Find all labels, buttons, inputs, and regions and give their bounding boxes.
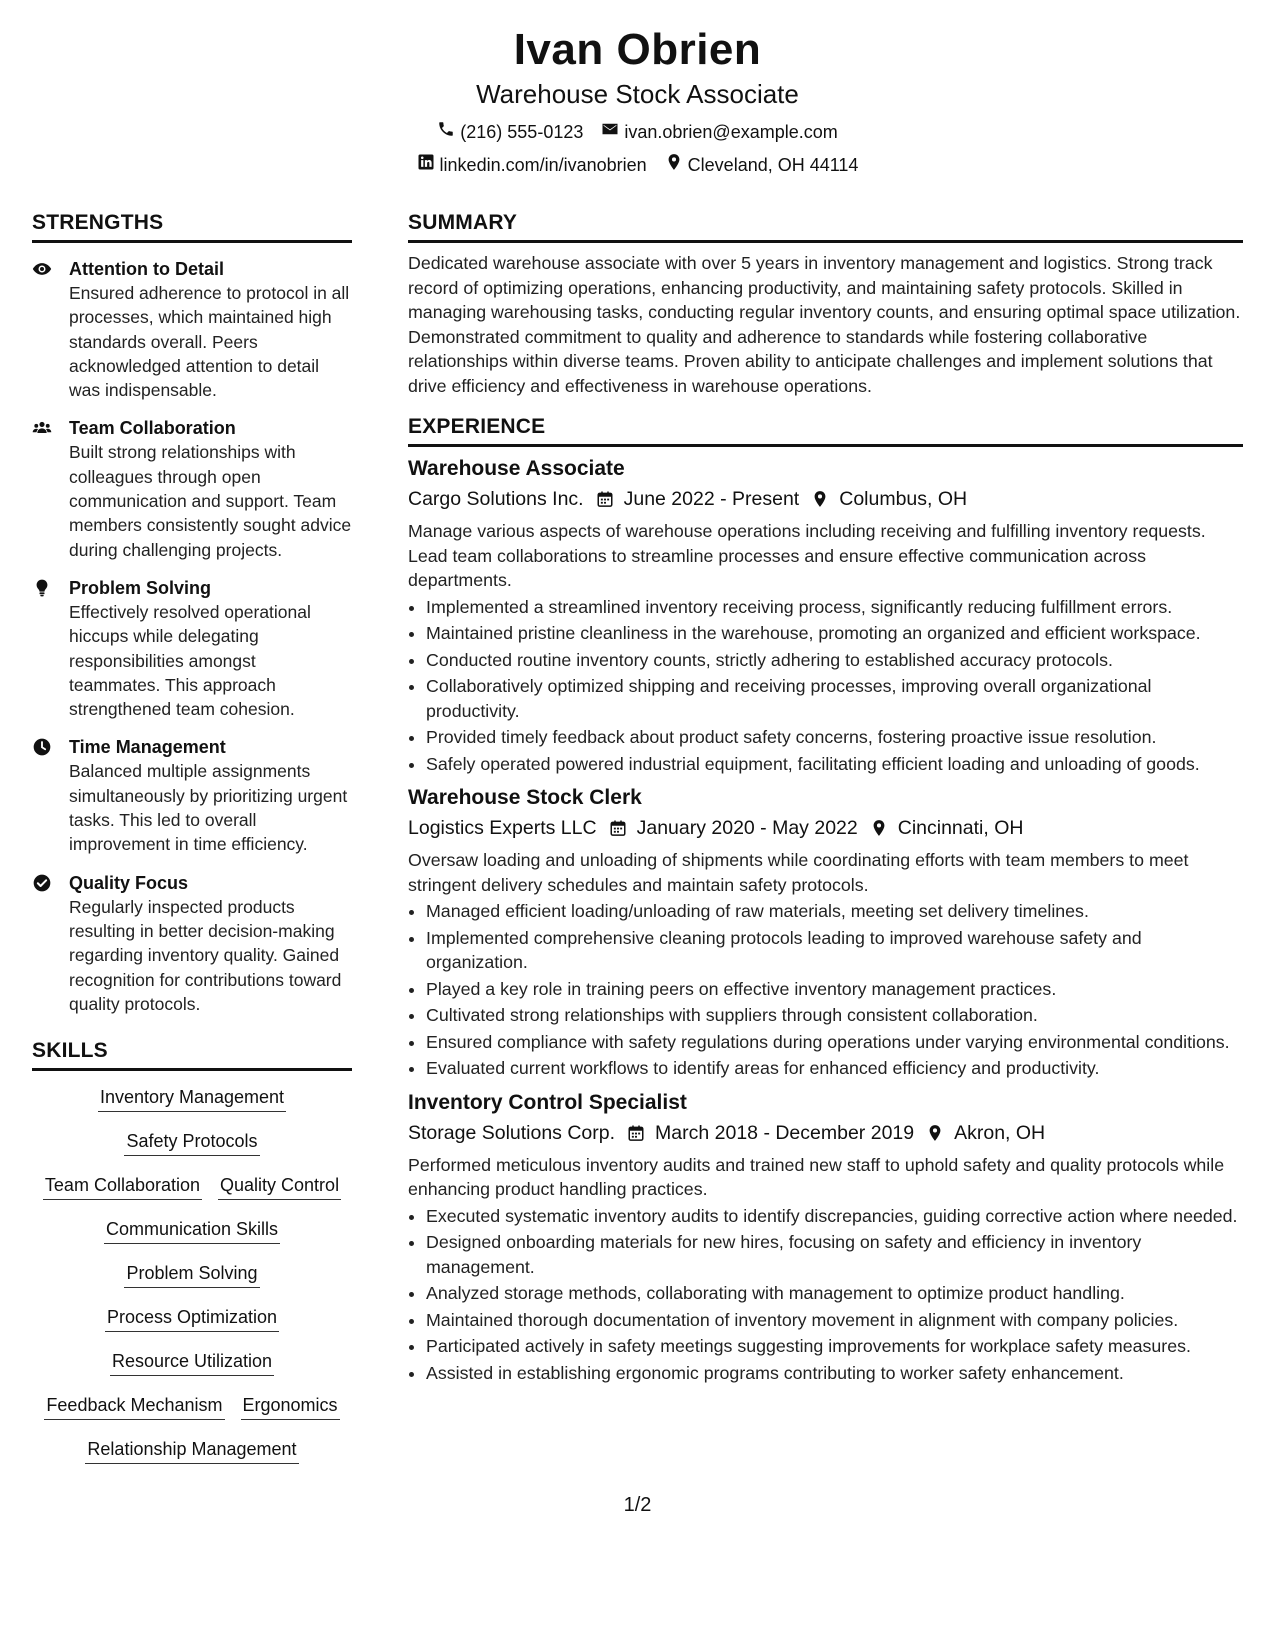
job-entry bbox=[408, 1089, 1243, 1386]
skill-row bbox=[105, 1305, 279, 1332]
linkedin-icon bbox=[417, 153, 435, 176]
company-name: Logistics Experts LLC bbox=[408, 817, 597, 839]
strength-item bbox=[32, 735, 352, 856]
skills-heading: SKILLS bbox=[32, 1038, 352, 1071]
lightbulb-icon bbox=[32, 576, 69, 721]
bullet-item: • Maintained thorough documentation of inventory movement in alignment with company policies. bbox=[426, 1308, 1243, 1333]
bullet-item: • Designed onboarding materials for new hires, focusing on safety and efficiency in inventory management. bbox=[426, 1230, 1243, 1279]
email-text[interactable]: ivan.obrien@example.com bbox=[624, 121, 838, 142]
bullet-item: • Participated actively in safety meetings suggesting improvements for workplace safety measures. bbox=[426, 1334, 1243, 1359]
candidate-role: Warehouse Stock Associate bbox=[476, 79, 799, 109]
bullet-item: • Safely operated powered industrial equipment, facilitating efficient loading and unloading of goods. bbox=[426, 752, 1243, 777]
job-description: Manage various aspects of warehouse operations including receiving and fulfilling inventory requests. Lead team collaborations to streamline processes and ensure effective communication across departments. bbox=[408, 521, 1206, 590]
strength-title: Attention to Detail bbox=[69, 259, 224, 279]
skill-row bbox=[43, 1173, 341, 1200]
job-dates: March 2018 - December 2019 bbox=[655, 1121, 915, 1144]
bullet-item: • Assisted in establishing ergonomic programs contributing to worker safety enhancement. bbox=[426, 1361, 1243, 1386]
right-column bbox=[408, 210, 1243, 1385]
skills-list bbox=[32, 1085, 352, 1481]
skill-tag: Quality Control bbox=[218, 1173, 341, 1200]
skill-row bbox=[98, 1085, 286, 1112]
skill-tag: Communication Skills bbox=[104, 1217, 280, 1244]
bullet-item: • Played a key role in training peers on effective inventory management practices. bbox=[426, 977, 1243, 1002]
skill-row bbox=[124, 1261, 259, 1288]
bullet-item: • Implemented comprehensive cleaning protocols leading to improved warehouse safety and organization. bbox=[426, 926, 1243, 975]
skill-row bbox=[124, 1129, 259, 1156]
calendar-icon bbox=[627, 1124, 645, 1142]
company-name: Cargo Solutions Inc. bbox=[408, 488, 584, 510]
strength-description: Effectively resolved operational hiccups while delegating responsibilities amongst teammates. This approach strengthened team cohesion. bbox=[69, 601, 311, 720]
phone-text[interactable]: (216) 555-0123 bbox=[460, 121, 584, 142]
map-pin-icon bbox=[811, 490, 829, 508]
calendar-icon bbox=[609, 819, 627, 837]
job-location: Cincinnati, OH bbox=[897, 817, 1024, 839]
skill-row bbox=[110, 1349, 274, 1376]
resume-header bbox=[0, 22, 1275, 176]
map-pin-icon bbox=[926, 1124, 944, 1142]
linkedin-contact bbox=[417, 153, 647, 176]
strength-description: Balanced multiple assignments simultaneously by prioritizing urgent tasks. This led to overall improvement in time efficiency. bbox=[69, 761, 348, 855]
strength-item bbox=[32, 576, 352, 721]
location-text: Cleveland, OH 44114 bbox=[687, 154, 859, 175]
bullet-item: • Collaboratively optimized shipping and receiving processes, improving overall organizational productivity. bbox=[426, 674, 1243, 723]
contact-row-1 bbox=[0, 120, 1275, 143]
job-entry bbox=[408, 784, 1243, 1081]
skill-tag: Safety Protocols bbox=[124, 1129, 259, 1156]
strength-title: Time Management bbox=[69, 737, 226, 758]
left-column bbox=[32, 210, 352, 1481]
linkedin-text[interactable]: linkedin.com/in/ivanobrien bbox=[439, 154, 647, 175]
skill-tag: Feedback Mechanism bbox=[44, 1393, 224, 1420]
summary-heading: SUMMARY bbox=[408, 210, 1243, 243]
bullet-item: • Executed systematic inventory audits to identify discrepancies, guiding corrective action where needed. bbox=[426, 1204, 1243, 1229]
job-bullets bbox=[408, 899, 1243, 1081]
candidate-name: Ivan Obrien bbox=[513, 25, 762, 74]
envelope-icon bbox=[601, 120, 619, 143]
strength-title: Team Collaboration bbox=[69, 418, 236, 439]
job-meta bbox=[408, 485, 1243, 513]
strength-description: Built strong relationships with colleagues through open communication and support. Team members consistently sought advice during challenging projects. bbox=[69, 442, 352, 560]
bullet-item: • Managed efficient loading/unloading of raw materials, meeting set delivery timelines. bbox=[426, 899, 1243, 924]
bullet-item: • Cultivated strong relationships with suppliers through consistent collaboration. bbox=[426, 1003, 1243, 1028]
contact-row-2 bbox=[0, 153, 1275, 176]
strength-item bbox=[32, 871, 352, 1016]
experience-heading: EXPERIENCE bbox=[408, 414, 1243, 447]
job-meta bbox=[408, 814, 1243, 842]
skill-row bbox=[104, 1217, 280, 1244]
bullet-item: • Evaluated current workflows to identify areas for enhanced efficiency and productivity. bbox=[426, 1056, 1243, 1081]
skill-tag: Ergonomics bbox=[241, 1393, 340, 1420]
job-title: Warehouse Associate bbox=[408, 457, 625, 480]
bullet-item: • Maintained pristine cleanliness in the warehouse, promoting an organized and efficient workspace. bbox=[426, 621, 1243, 646]
strength-title: Quality Focus bbox=[69, 872, 189, 893]
clock-icon bbox=[32, 735, 69, 856]
eye-icon bbox=[32, 257, 69, 402]
job-title: Inventory Control Specialist bbox=[408, 1090, 687, 1114]
phone-contact bbox=[437, 120, 583, 143]
strength-description: Ensured adherence to protocol in all processes, which maintained high standards overall. Peers acknowledged attention to detail was indispensable. bbox=[69, 283, 350, 401]
email-contact bbox=[601, 120, 837, 143]
strength-item bbox=[32, 257, 352, 402]
strengths-heading: STRENGTHS bbox=[32, 210, 352, 243]
job-bullets bbox=[408, 595, 1243, 777]
job-title: Warehouse Stock Clerk bbox=[408, 786, 642, 809]
skill-tag: Resource Utilization bbox=[110, 1349, 274, 1376]
map-pin-icon bbox=[870, 819, 888, 837]
summary-text: Dedicated warehouse associate with over 5 years in inventory management and logistics. Strong track record of optimizing operations, enhancing productivity, and maintaining safety protocols. Skilled in managing warehousing tasks, conducting regular inventory counts, and ensuring optimal space utilization. Demonstrated commitment to quality and adherence to standards while fostering collaborative relationships within diverse teams. Proven ability to anticipate challenges and implement solutions that drive efficiency and effectiveness in warehouse operations. bbox=[408, 253, 1241, 396]
job-location: Akron, OH bbox=[954, 1121, 1046, 1144]
skill-row bbox=[44, 1393, 339, 1420]
company-name: Storage Solutions Corp. bbox=[408, 1121, 616, 1144]
job-entry bbox=[408, 455, 1243, 776]
strength-description: Regularly inspected products resulting in better decision-making regarding inventory quality. Gained recognition for contributions toward quality protocols. bbox=[69, 896, 342, 1014]
bullet-item: • Implemented a streamlined inventory receiving process, significantly reducing fulfillment errors. bbox=[426, 595, 1243, 620]
job-meta bbox=[408, 1119, 1243, 1147]
job-dates: June 2022 - Present bbox=[623, 488, 800, 510]
skill-tag: Process Optimization bbox=[105, 1305, 279, 1332]
calendar-icon bbox=[596, 490, 614, 508]
skill-row bbox=[85, 1437, 298, 1464]
strength-item bbox=[32, 416, 352, 561]
job-bullets bbox=[408, 1204, 1243, 1386]
job-location: Columbus, OH bbox=[839, 488, 968, 510]
location-contact bbox=[665, 153, 859, 176]
bullet-item: • Provided timely feedback about product safety concerns, fostering proactive issue resolution. bbox=[426, 725, 1243, 750]
users-icon bbox=[32, 416, 69, 561]
job-dates: January 2020 - May 2022 bbox=[636, 817, 858, 839]
check-circle-icon bbox=[32, 871, 69, 1016]
bullet-item: • Ensured compliance with safety regulations during operations under varying environmental conditions. bbox=[426, 1030, 1243, 1055]
bullet-item: • Conducted routine inventory counts, strictly adhering to established accuracy protocols. bbox=[426, 648, 1243, 673]
strength-title: Problem Solving bbox=[69, 577, 212, 598]
map-pin-icon bbox=[665, 153, 683, 176]
page-number: 1/2 bbox=[623, 1494, 652, 1516]
job-description: Performed meticulous inventory audits and trained new staff to uphold safety and quality protocols while enhancing product handling practices. bbox=[408, 1154, 1225, 1199]
skill-tag: Relationship Management bbox=[85, 1437, 298, 1464]
skill-tag: Inventory Management bbox=[98, 1085, 286, 1112]
job-description: Oversaw loading and unloading of shipments while coordinating efforts with team members to meet stringent delivery schedules and maintain safety protocols. bbox=[408, 850, 1189, 895]
skill-tag: Team Collaboration bbox=[43, 1173, 202, 1200]
phone-icon bbox=[437, 120, 455, 143]
bullet-item: • Analyzed storage methods, collaborating with management to optimize product handling. bbox=[426, 1281, 1243, 1306]
skill-tag: Problem Solving bbox=[124, 1261, 259, 1288]
